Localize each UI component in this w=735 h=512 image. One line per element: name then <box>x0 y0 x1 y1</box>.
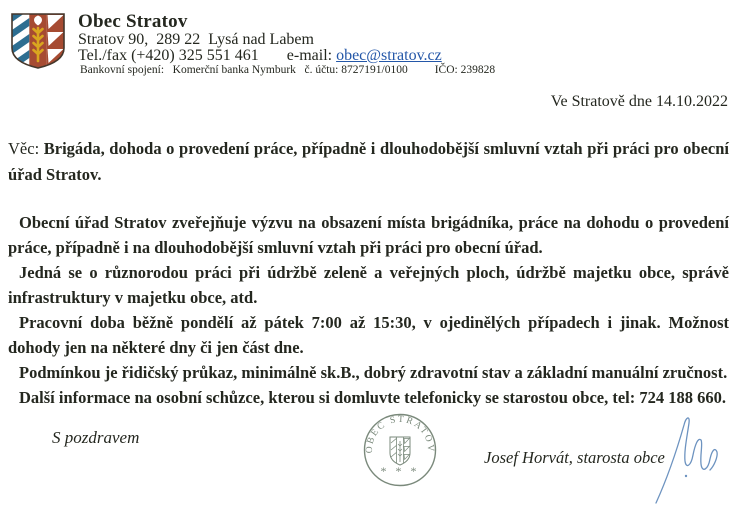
paragraph: Další informace na osobní schůzce, kterou si domluvte telefonicky se starostou obce, tel: 724 188 660. <box>19 388 727 407</box>
municipal-stamp-icon <box>358 405 442 493</box>
bank-line <box>80 64 495 76</box>
telfax-text: Tel./fax (+420) 325 551 461 <box>78 47 259 64</box>
coat-of-arms-icon <box>10 12 66 70</box>
email-link[interactable]: obec@stratov.cz <box>336 47 442 64</box>
org-address: Stratov 90, 289 22 Lysá nad Labem <box>78 31 314 48</box>
date-line: Ve Stratově dne 14.10.2022 <box>550 93 728 110</box>
stamp-stars: * * * <box>380 464 420 478</box>
ico-number: IČO: 239828 <box>434 64 496 76</box>
bank-text: Bankovní spojení: Komerční banka Nymburk č. účtu: 8727191/0100 <box>80 64 408 76</box>
subject-line <box>8 136 729 188</box>
letter-body <box>8 210 729 410</box>
paragraph: Pracovní doba běžně pondělí až pátek 7:00 až 15:30, v ojedinělých případech i jinak. Možnost dohody jen na některé dny či jen část dne. <box>8 313 729 357</box>
contact-line <box>78 47 442 65</box>
paragraph: Obecní úřad Stratov zveřejňuje výzvu na obsazení místa brigádníka, práce na dohodu o provedení práce, případně i na dlouhodobější smluvní vztah při práci pro obecní úřad. <box>8 213 729 257</box>
stamp-ring-text: OBEC STRATOV <box>364 414 436 454</box>
paragraph: Jedná se o různorodou práci při údržbě zeleně a veřejných ploch, údržbě majetku obce, správě infrastruktury v majetku obce, atd. <box>8 263 729 307</box>
subject-text: Brigáda, dohoda o provedení práce, případně i dlouhodobější smluvní vztah při práci pro obecní úřad Stratov. <box>8 139 729 184</box>
org-name: Obec Stratov <box>78 11 188 32</box>
signer-name: Josef Horvát, starosta obce <box>484 448 665 467</box>
salutation: S pozdravem <box>52 428 140 447</box>
paragraph: Podmínkou je řidičský průkaz, minimálně sk.B., dobrý zdravotní stav a základní manuální zručnost. <box>19 363 728 382</box>
email-label: e-mail: <box>286 47 333 64</box>
handwritten-signature-icon <box>642 403 732 508</box>
subject-label: Věc: <box>8 139 40 158</box>
